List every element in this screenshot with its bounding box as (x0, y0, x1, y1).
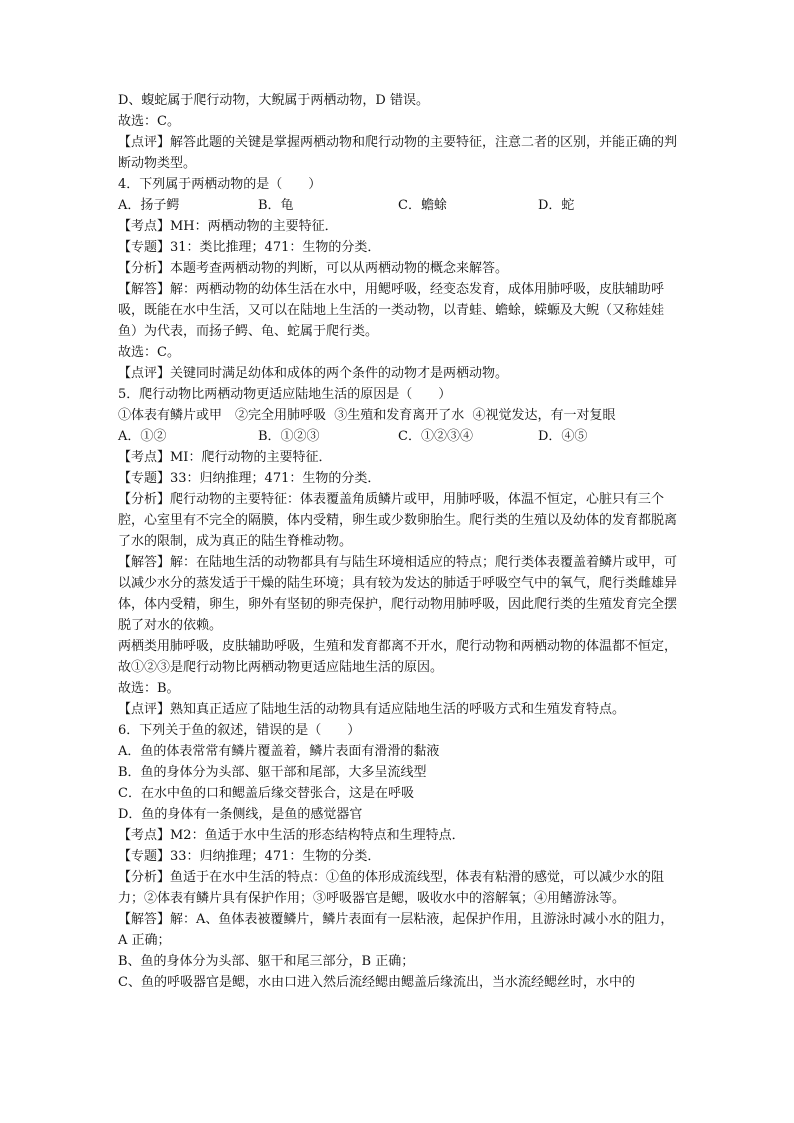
q4-kaodian: 【考点】MH：两栖动物的主要特征． (118, 219, 338, 234)
q5-option-a: A．①② (118, 429, 167, 444)
q5-option-b: B．①②③ (258, 429, 320, 444)
q6-jieda-b: B、鱼的身体分为头部、躯干和尾三部分，B 正确； (118, 954, 415, 969)
q4-stem: 4．下列属于两栖动物的是（ ） (118, 177, 322, 192)
q6-stem: 6．下列关于鱼的叙述，错误的是（ ） (118, 723, 361, 738)
q6-option-b: B．鱼的身体分为头部、躯干部和尾部，大多呈流线型 (118, 765, 427, 780)
q4-comment: 【点评】关键同时满足幼体和成体的两个条件的动物才是两栖动物。 (118, 366, 509, 381)
q5-option-c: C．①②③④ (398, 429, 473, 444)
q5-option-d: D．④⑤ (538, 429, 588, 444)
q5-comment: 【点评】熟知真正适应了陆地生活的动物具有适应陆地生活的呼吸方式和生殖发育特点。 (118, 702, 626, 717)
q5-fenxi: 【分析】爬行动物的主要特征：体表覆盖角质鳞片或甲，用肺呼吸，体温不恒定，心脏只有三个腔，心室里有不完全的隔膜，体内受精，卵生或少数卵胎生。爬行类的生殖以及幼体的发育都脱离了水的限制，成为真正的陆生脊椎动物。 (118, 492, 678, 549)
q6-jieda: 【解答】解：A、鱼体表被覆鳞片，鳞片表面有一层粘液，起保护作用，且游泳时减小水的阻力，A 正确； (118, 912, 674, 948)
q6-zhuanti: 【专题】33：归纳推理；471：生物的分类． (118, 849, 381, 864)
q5-jieda-continued: 两栖类用肺呼吸，皮肤辅助呼吸，生殖和发育都离不开水，爬行动物和两栖动物的体温都不恒定，故①②③是爬行动物比两栖动物更适应陆地生活的原因。 (118, 639, 678, 675)
q4-option-c: C．蟾蜍 (398, 198, 447, 213)
q6-option-c: C．在水中鱼的口和鳃盖后缘交替张合，这是在呼吸 (118, 786, 414, 801)
q6-option-a: A．鱼的体表常常有鳞片覆盖着，鳞片表面有滑滑的黏液 (118, 744, 440, 759)
q5-kaodian: 【考点】MI：爬行动物的主要特征． (118, 450, 332, 465)
prev-answer: 故选：C。 (118, 114, 180, 129)
q5-items: ①体表有鳞片或甲 ②完全用肺呼吸 ③生殖和发育离开了水 ④视觉发达，有一对复眼 (118, 408, 616, 423)
q4-fenxi: 【分析】本题考查两栖动物的判断，可以从两栖动物的概念来解答。 (118, 261, 509, 276)
document-page (118, 90, 678, 993)
q4-zhuanti: 【专题】31：类比推理；471：生物的分类． (118, 240, 381, 255)
q4-jieda: 【解答】解：两栖动物的幼体生活在水中，用鳃呼吸，经变态发育，成体用肺呼吸，皮肤辅助呼吸，既能在水中生活，又可以在陆地上生活的一类动物，以青蛙、蟾蜍，蝾螈及大鲵（又称娃娃鱼）为代表，而扬子鳄、龟、蛇属于爬行类。 (118, 282, 665, 339)
q5-zhuanti: 【专题】33：归纳推理；471：生物的分类． (118, 471, 381, 486)
q5-jieda: 【解答】解：在陆地生活的动物都具有与陆生环境相适应的特点；爬行类体表覆盖着鳞片或甲，可以减少水分的蒸发适于干燥的陆生环境；具有较为发达的肺适于呼吸空气中的氧气，爬行类雌雄异体，体内受精，卵生，卵外有坚韧的卵壳保护，爬行动物用肺呼吸，因此爬行类的生殖发育完全摆脱了对水的依赖。 (118, 555, 678, 633)
prev-option-d-analysis: D、蝮蛇属于爬行动物，大鲵属于两栖动物，D 错误。 (118, 93, 429, 108)
q5-answer: 故选：B。 (118, 681, 180, 696)
q4-option-d: D．蛇 (538, 198, 575, 213)
q6-jieda-c: C、鱼的呼吸器官是鳃，水由口进入然后流经鳃由鳃盖后缘流出，当水流经鳃丝时，水中的 (118, 975, 635, 990)
q4-option-b: B．龟 (258, 198, 294, 213)
q4-answer: 故选：C。 (118, 345, 180, 360)
q6-kaodian: 【考点】M2：鱼适于水中生活的形态结构特点和生理特点． (118, 828, 465, 843)
q5-stem: 5．爬行动物比两栖动物更适应陆地生活的原因是（ ） (118, 387, 452, 402)
q6-fenxi: 【分析】鱼适于在水中生活的特点：①鱼的体形成流线型，体表有粘滑的感觉，可以减少水的阻力；②体表有鳞片具有保护作用；③呼吸器官是鳃，吸收水中的溶解氧；④用鳍游泳等。 (118, 870, 665, 906)
q4-options (118, 195, 678, 216)
q6-option-d: D．鱼的身体有一条侧线，是鱼的感觉器官 (118, 807, 363, 822)
prev-comment: 【点评】解答此题的关键是掌握两栖动物和爬行动物的主要特征，注意二者的区别，并能正确的判断动物类型。 (118, 135, 678, 171)
q5-options (118, 426, 678, 447)
q4-option-a: A．扬子鳄 (118, 198, 180, 213)
